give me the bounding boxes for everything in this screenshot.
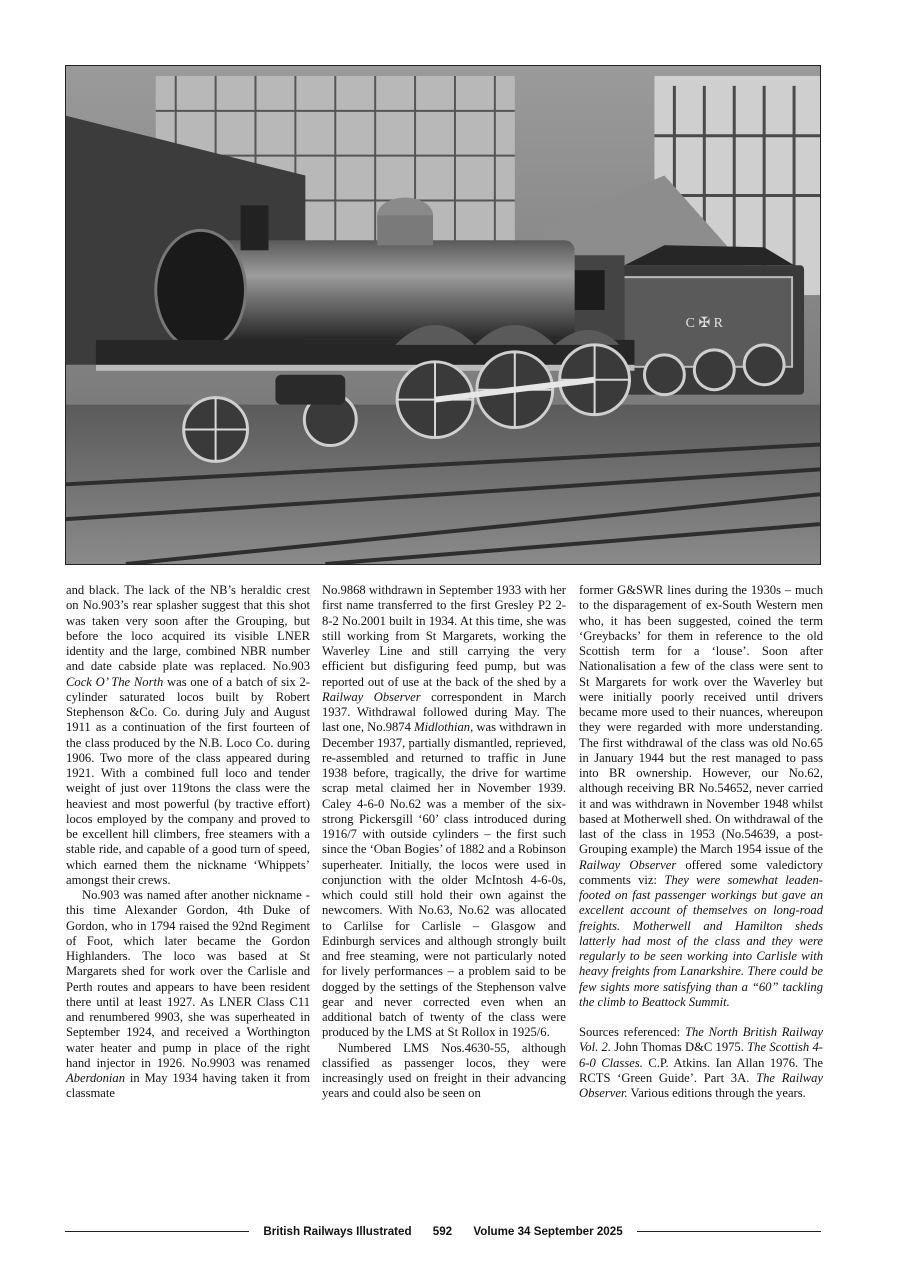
body-text: John Thomas D&C 1975.: [610, 1040, 748, 1055]
page-footer: [65, 1222, 821, 1240]
italic-text: The North British Railway Vol. 2.: [579, 1025, 824, 1055]
column1-paragraph-2: [66, 888, 310, 1102]
magazine-title: British Railways Illustrated: [263, 1224, 412, 1238]
column2-paragraph-2: [322, 1041, 566, 1102]
svg-text:C ✠ R: C ✠ R: [685, 315, 723, 331]
italic-text: The Scottish 4-6-0 Classes.: [579, 1040, 823, 1070]
body-text: correspondent in March 1937. Withdrawal followed during May. The last one, No.9874: [322, 689, 566, 735]
italic-text: Railway Observer: [322, 689, 421, 704]
body-text: former G&SWR lines during the 1930s – much to the disparagement of ex-South Western men who, it has been suggested, coined the term ‘Greybacks’ for them in reference to the old Scottish term for a ‘louse’. Soon after Nationalisation a few of the class were sent to St Margarets for work over the Waverley but were initially poorly received until drivers became more used to their nuances, whereupon they were regarded with more understanding. The first withdrawal of the class was old No.65 in January 1944 but the rest managed to pass into BR ownership. However, our No.62, although receiving BR No.54652, never carried it and was withdrawn in November 1948 whilst based at Motherwell shed. On withdrawal of the last of the class in 1953 (No.54639, a post-Grouping example) the March 1954 issue of the: [579, 583, 823, 857]
footer-rule-left: [65, 1231, 249, 1232]
body-text: was one of a batch of six 2-cylinder saturated locos built by Robert Stephenson &Co. Co. during July and August 1911 as a continuation of the first fourteen of the class produced by the N.B. Loco Co. during 1906. Two more of the class appeared during 1921. With a combined full loco and tender weight of just over 119tons the class were the heaviest and most powerful (by tractive effort) locos employed by the company and proved to be excellent hill climbers, free steamers with a stable ride, and capable of a good turn of speed, which earned them the nickname ‘Whippets’ amongst their crews.: [66, 674, 310, 887]
body-text: Various editions through the years.: [627, 1086, 806, 1100]
locomotive-photo-icon: [66, 66, 820, 564]
text-column-2: [322, 583, 566, 1102]
locomotive-photo: [65, 65, 821, 565]
body-text: No.9868 withdrawn in September 1933 with her first name transferred to the first Gresley P2 2-8-2 No.2001 built in 1934. At this time, she was still working from St Margarets, working the Waverley Line and still carrying the very efficient but disfiguring feed pump, but was reported out of use at the back of the shed by a: [322, 583, 566, 689]
column3-paragraph-1: [579, 583, 823, 1010]
text-column-3: [579, 583, 823, 1101]
body-text: in May 1934 having taken it from classmate: [66, 1071, 310, 1101]
body-text: offered some valedictory comments viz:: [579, 857, 823, 887]
body-text: C.P. Atkins. Ian Allan 1976. The RCTS ‘Green Guide’. Part 3A.: [579, 1055, 823, 1085]
italic-text: They were somewhat leaden-footed on fast passenger workings but gave an excellent account of themselves on long-road freights. Motherwell and Hamilton sheds latterly had most of the class and they were regularly to be seen working into Carlisle with heavy freights from Lanarkshire. There could be few sights more satisfying than a “60” tackling the climb to Beattock Summit.: [579, 872, 824, 1009]
footer-rule-right: [637, 1231, 821, 1232]
italic-text: Railway Observer: [579, 857, 677, 872]
body-text: was withdrawn in December 1937, partially dismantled, reprieved, re-assembled and returned to traffic in June 1938 before, tragically, the drive for wartime scrap metal claimed her in November 1939. Caley 4-6-0 No.62 was a member of the six-strong Pickersgill ‘60’ class introduced during 1916/7 with outside cylinders – the first such since the ‘Oban Bogies’ of 1882 and a Robinson superheater. Initially, the locos were used in conjunction with the older McIntosh 4-6-0s, which could still hold their own against the newcomers. With No.63, No.62 was allocated to Carlilse for Carlisle – Glasgow and Edinburgh services and although strongly built and free steaming, were not particularly noted for lively performances – a problem said to be dogged by the settings of the Stephenson valve gear and never corrected even when an additional batch of twenty of the class were produced by the LMS at St Rollox in 1925/6.: [322, 720, 566, 1040]
column2-paragraph-1: [322, 583, 566, 1041]
italic-text: The Railway Observer.: [579, 1070, 823, 1100]
italic-text: Aberdonian: [66, 1071, 125, 1085]
column1-paragraph-1: [66, 583, 310, 888]
italic-text: Midlothian,: [414, 720, 474, 735]
body-text: Numbered LMS Nos.4630-55, although classified as passenger locos, they were increasingly used on freight in their advancing years and could also be seen on: [322, 1040, 566, 1101]
body-text: No.903 was named after another nickname - this time Alexander Gordon, 4th Duke of Gordon, who in 1794 raised the 92nd Regiment of Foot, which later became the Gordon Highlanders. The loco was based at St Margarets shed for work over the Carlisle and Perth routes and appears to have been resident there until at least 1927. As LNER Class C11 and renumbered 9903, she was superheated in September 1924, and received a Worthington water heater and pump in place of the right hand injector in 1926. No.9903 was renamed: [66, 888, 310, 1070]
body-text: Sources referenced:: [579, 1025, 685, 1039]
text-column-1: [66, 583, 310, 1102]
footer-text: [249, 1225, 636, 1238]
issue-info: Volume 34 September 2025: [473, 1224, 623, 1238]
body-text: and black. The lack of the NB’s heraldic crest on No.903’s rear splasher suggest that this shot was taken very soon after the Grouping, but before the loco acquired its visible LNER identity and the large, combined NBR number and date cabside plate was replaced. No.903: [66, 583, 310, 674]
sources-referenced: [579, 1025, 823, 1101]
page-number: 592: [432, 1224, 453, 1238]
italic-text: Cock O’ The North: [66, 674, 164, 689]
